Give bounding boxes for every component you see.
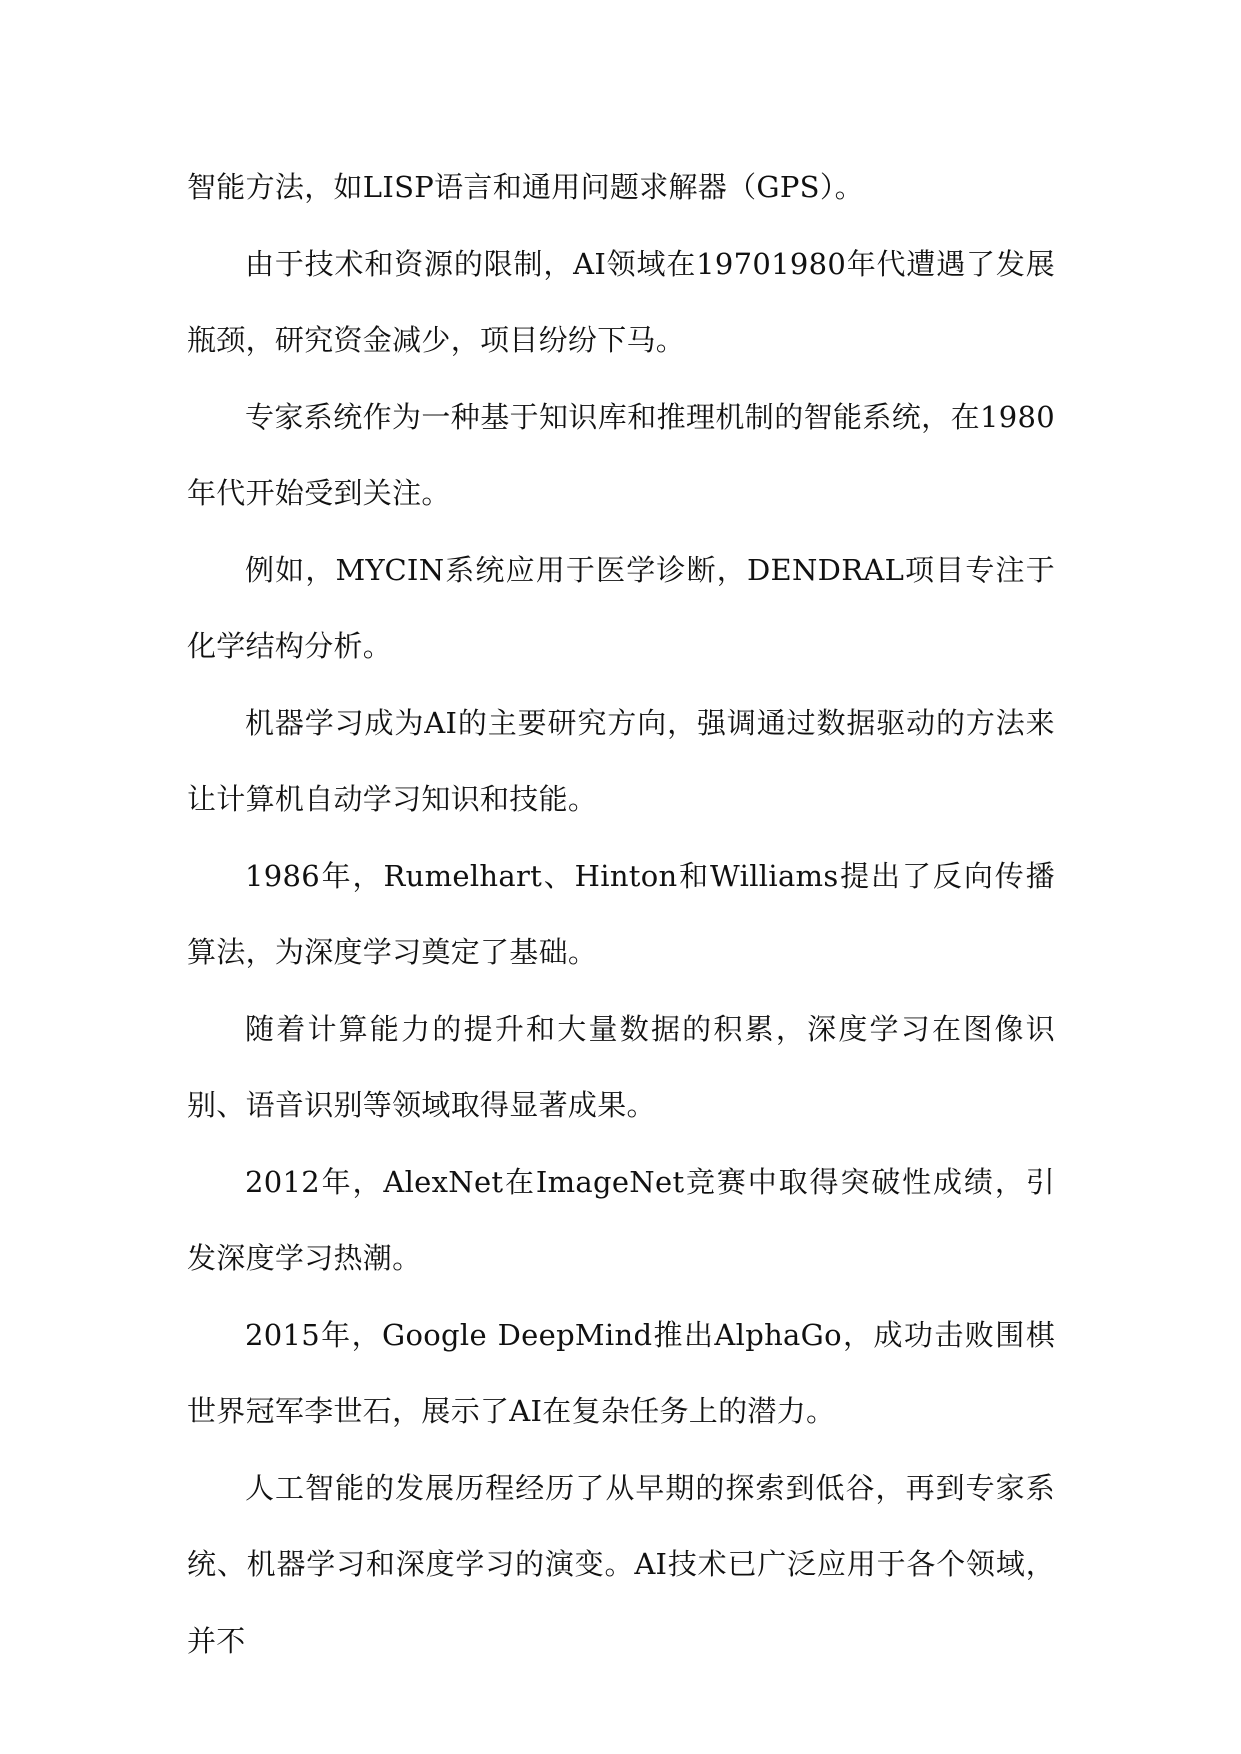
paragraph-5: 机器学习成为AI的主要研究方向，强调通过数据驱动的方法来让计算机自动学习知识和技能。	[187, 705, 1055, 816]
paragraph-8: 2012年，AlexNet在ImageNet竞赛中取得突破性成绩，引发深度学习热潮。	[187, 1164, 1055, 1275]
document-body	[187, 149, 1055, 1679]
paragraph-10: 人工智能的发展历程经历了从早期的探索到低谷，再到专家系统、机器学习和深度学习的演变。AI技术已广泛应用于各个领域，并不	[187, 1470, 1055, 1658]
paragraph-1: 智能方法，如LISP语言和通用问题求解器（GPS）。	[187, 170, 864, 204]
paragraph-3: 专家系统作为一种基于知识库和推理机制的智能系统，在1980年代开始受到关注。	[187, 399, 1055, 510]
paragraph-7: 随着计算能力的提升和大量数据的积累，深度学习在图像识别、语音识别等领域取得显著成果。	[187, 1011, 1055, 1122]
paragraph-4: 例如，MYCIN系统应用于医学诊断，DENDRAL项目专注于化学结构分析。	[187, 552, 1055, 663]
paragraph-6: 1986年，Rumelhart、Hinton和Williams提出了反向传播算法，为深度学习奠定了基础。	[187, 858, 1055, 969]
paragraph-9: 2015年，Google DeepMind推出AlphaGo，成功击败围棋世界冠军李世石，展示了AI在复杂任务上的潜力。	[187, 1317, 1055, 1428]
paragraph-2: 由于技术和资源的限制，AI领域在19701980年代遭遇了发展瓶颈，研究资金减少，项目纷纷下马。	[187, 246, 1055, 357]
